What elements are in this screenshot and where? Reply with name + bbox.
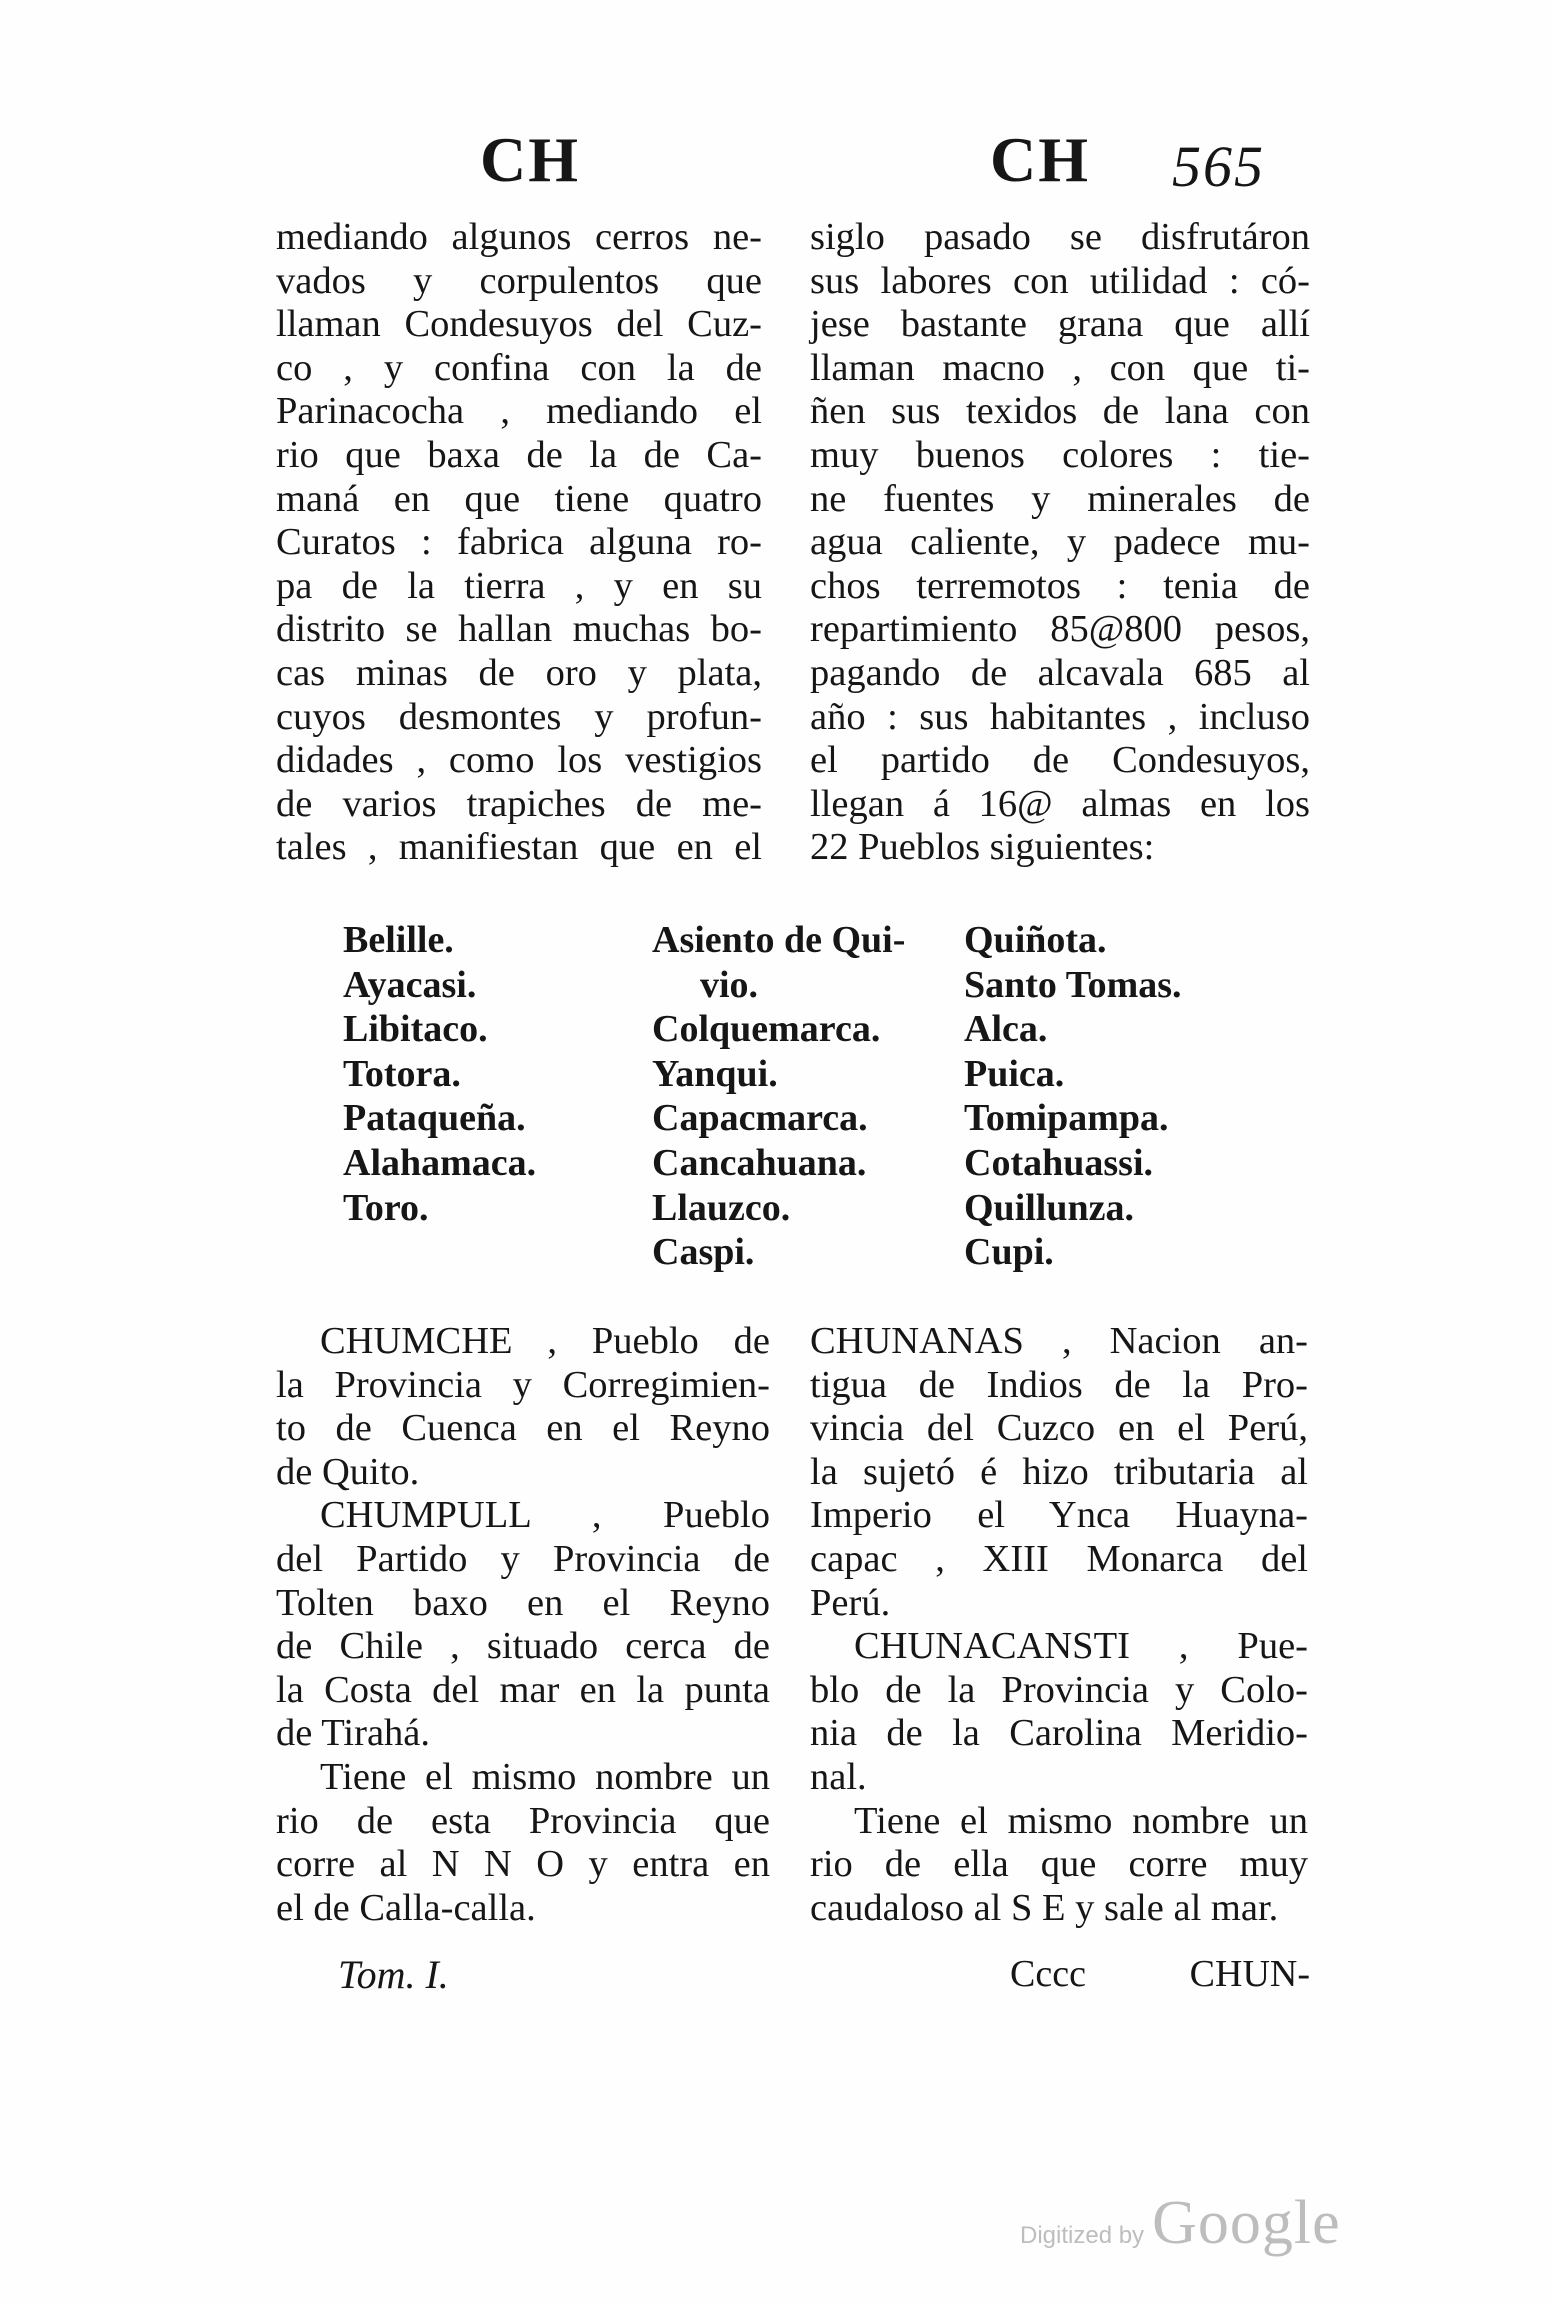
footer-catchline bbox=[1010, 1955, 1310, 1993]
text-line: la Provincia y Corregimien- bbox=[276, 1363, 770, 1406]
digitized-watermark bbox=[1020, 2188, 1341, 2259]
text-line: la Costa del mar en la punta bbox=[276, 1668, 770, 1711]
text-line: llaman macno , con que ti- bbox=[810, 346, 1310, 389]
signature-mark: Cccc bbox=[1010, 1953, 1086, 1995]
page-number: 565 bbox=[1172, 134, 1265, 199]
text-line: siglo pasado se disfrutáron bbox=[810, 216, 1310, 258]
text-line: didades , como los vestigios bbox=[276, 739, 762, 782]
text-line: Curatos : fabrica alguna ro- bbox=[276, 521, 762, 564]
text-line: distrito se hallan muchas bo- bbox=[276, 608, 762, 651]
bottom-right-column bbox=[810, 1320, 1308, 1930]
town-name: Asiento de Qui- bbox=[652, 919, 906, 961]
text-line: la sujetó é hizo tributaria al bbox=[810, 1450, 1308, 1493]
town-name: Caspi. bbox=[652, 1231, 755, 1274]
town-name: Pataqueña. bbox=[343, 1097, 526, 1140]
text-line: cuyos desmontes y profun- bbox=[276, 695, 762, 738]
text-line: corre al N N O y entra en bbox=[276, 1843, 770, 1886]
text-line: nal. bbox=[810, 1755, 867, 1798]
town-name-continuation: vio. bbox=[700, 963, 759, 1006]
town-name: Santo Tomas. bbox=[964, 963, 1182, 1006]
text-line: año : sus habitantes , incluso bbox=[810, 695, 1310, 738]
text-line: Tiene el mismo nombre un bbox=[320, 1755, 770, 1798]
town-name: Llauzco. bbox=[652, 1186, 791, 1229]
google-logo: Google bbox=[1152, 2189, 1341, 2257]
text-line: tales , manifiestan que en el bbox=[276, 826, 762, 869]
text-line: maná en que tiene quatro bbox=[276, 477, 762, 520]
text-line: rio de esta Provincia que bbox=[276, 1799, 770, 1842]
text-line: co , y confina con la de bbox=[276, 346, 762, 389]
bottom-left-column bbox=[276, 1320, 770, 1930]
running-head-right: CH bbox=[990, 124, 1090, 195]
entry-heading-line: CHUMPULL , Pueblo bbox=[320, 1494, 770, 1537]
text-line: el de Calla-calla. bbox=[276, 1886, 536, 1929]
town-name: Libitaco. bbox=[343, 1008, 488, 1051]
text-line: Tiene el mismo nombre un bbox=[854, 1799, 1308, 1842]
town-name: Ayacasi. bbox=[343, 963, 477, 1006]
text-line: capac , XIII Monarca del bbox=[810, 1537, 1308, 1580]
text-line: de Quito. bbox=[276, 1450, 420, 1493]
town-name: Capacmarca. bbox=[652, 1097, 868, 1140]
town-list-column-2 bbox=[652, 918, 905, 1275]
text-line: del Partido y Provincia de bbox=[276, 1537, 770, 1580]
text-line: vincia del Cuzco en el Perú, bbox=[810, 1407, 1308, 1450]
text-line: Perú. bbox=[810, 1581, 891, 1624]
running-head-left: CH bbox=[480, 124, 580, 195]
text-line: tigua de Indios de la Pro- bbox=[810, 1363, 1308, 1406]
text-line: ne fuentes y minerales de bbox=[810, 477, 1310, 520]
text-line: llaman Condesuyos del Cuz- bbox=[276, 303, 762, 346]
town-name: Tomipampa. bbox=[964, 1097, 1169, 1140]
text-line: jese bastante grana que allí bbox=[810, 303, 1310, 346]
town-name: Colquemarca. bbox=[652, 1008, 881, 1051]
town-name: Cupi. bbox=[964, 1231, 1054, 1274]
text-line: muy buenos colores : tie- bbox=[810, 433, 1310, 476]
text-line: to de Cuenca en el Reyno bbox=[276, 1407, 770, 1450]
text-line: Imperio el Ynca Huayna- bbox=[810, 1494, 1308, 1537]
text-line: pa de la tierra , y en su bbox=[276, 564, 762, 607]
text-line: agua caliente, y padece mu- bbox=[810, 521, 1310, 564]
top-right-column bbox=[810, 216, 1310, 870]
text-line: ñen sus texidos de lana con bbox=[810, 390, 1310, 433]
top-left-column bbox=[276, 216, 762, 870]
volume-signature: Tom. I. bbox=[338, 1952, 449, 1997]
text-line: llegan á 16@ almas en los bbox=[810, 782, 1310, 825]
entry-heading-line: CHUNACANSTI , Pue- bbox=[854, 1625, 1308, 1668]
town-name: Belille. bbox=[343, 919, 454, 961]
town-name: Quillunza. bbox=[964, 1186, 1134, 1229]
town-list-column-1 bbox=[343, 918, 536, 1230]
text-line: chos terremotos : tenia de bbox=[810, 564, 1310, 607]
town-name: Quiñota. bbox=[964, 919, 1107, 961]
text-line: rio de ella que corre muy bbox=[810, 1843, 1308, 1886]
text-line: sus labores con utilidad : có- bbox=[810, 259, 1310, 302]
town-name: Yanqui. bbox=[652, 1052, 778, 1095]
text-line: Parinacocha , mediando el bbox=[276, 390, 762, 433]
town-name: Alca. bbox=[964, 1008, 1048, 1051]
town-name: Totora. bbox=[343, 1052, 461, 1095]
town-name: Toro. bbox=[343, 1186, 429, 1229]
town-list-column-3 bbox=[964, 918, 1182, 1275]
text-line: blo de la Provincia y Colo- bbox=[810, 1668, 1308, 1711]
text-line: el partido de Condesuyos, bbox=[810, 739, 1310, 782]
text-line: repartimiento 85@800 pesos, bbox=[810, 608, 1310, 651]
catchword: CHUN- bbox=[1189, 1953, 1310, 1995]
text-line: cas minas de oro y plata, bbox=[276, 651, 762, 694]
town-name: Cancahuana. bbox=[652, 1141, 867, 1184]
town-name: Cotahuassi. bbox=[964, 1141, 1153, 1184]
town-name: Alahamaca. bbox=[343, 1141, 537, 1184]
text-line: de varios trapiches de me- bbox=[276, 782, 762, 825]
text-line: caudaloso al S E y sale al mar. bbox=[810, 1886, 1279, 1929]
text-line: vados y corpulentos que bbox=[276, 259, 762, 302]
text-line: de Tirahá. bbox=[276, 1712, 430, 1755]
town-name: Puica. bbox=[964, 1052, 1065, 1095]
text-line: rio que baxa de la de Ca- bbox=[276, 433, 762, 476]
text-line: mediando algunos cerros ne- bbox=[276, 216, 762, 258]
text-line: pagando de alcavala 685 al bbox=[810, 651, 1310, 694]
entry-heading-line: CHUMCHE , Pueblo de bbox=[320, 1320, 770, 1362]
text-line: Tolten baxo en el Reyno bbox=[276, 1581, 770, 1624]
text-line: 22 Pueblos siguientes: bbox=[810, 826, 1155, 869]
text-line: de Chile , situado cerca de bbox=[276, 1625, 770, 1668]
entry-heading-line: CHUNANAS , Nacion an- bbox=[810, 1320, 1308, 1362]
text-line: nia de la Carolina Meridio- bbox=[810, 1712, 1308, 1755]
watermark-label: Digitized by bbox=[1020, 2222, 1145, 2249]
